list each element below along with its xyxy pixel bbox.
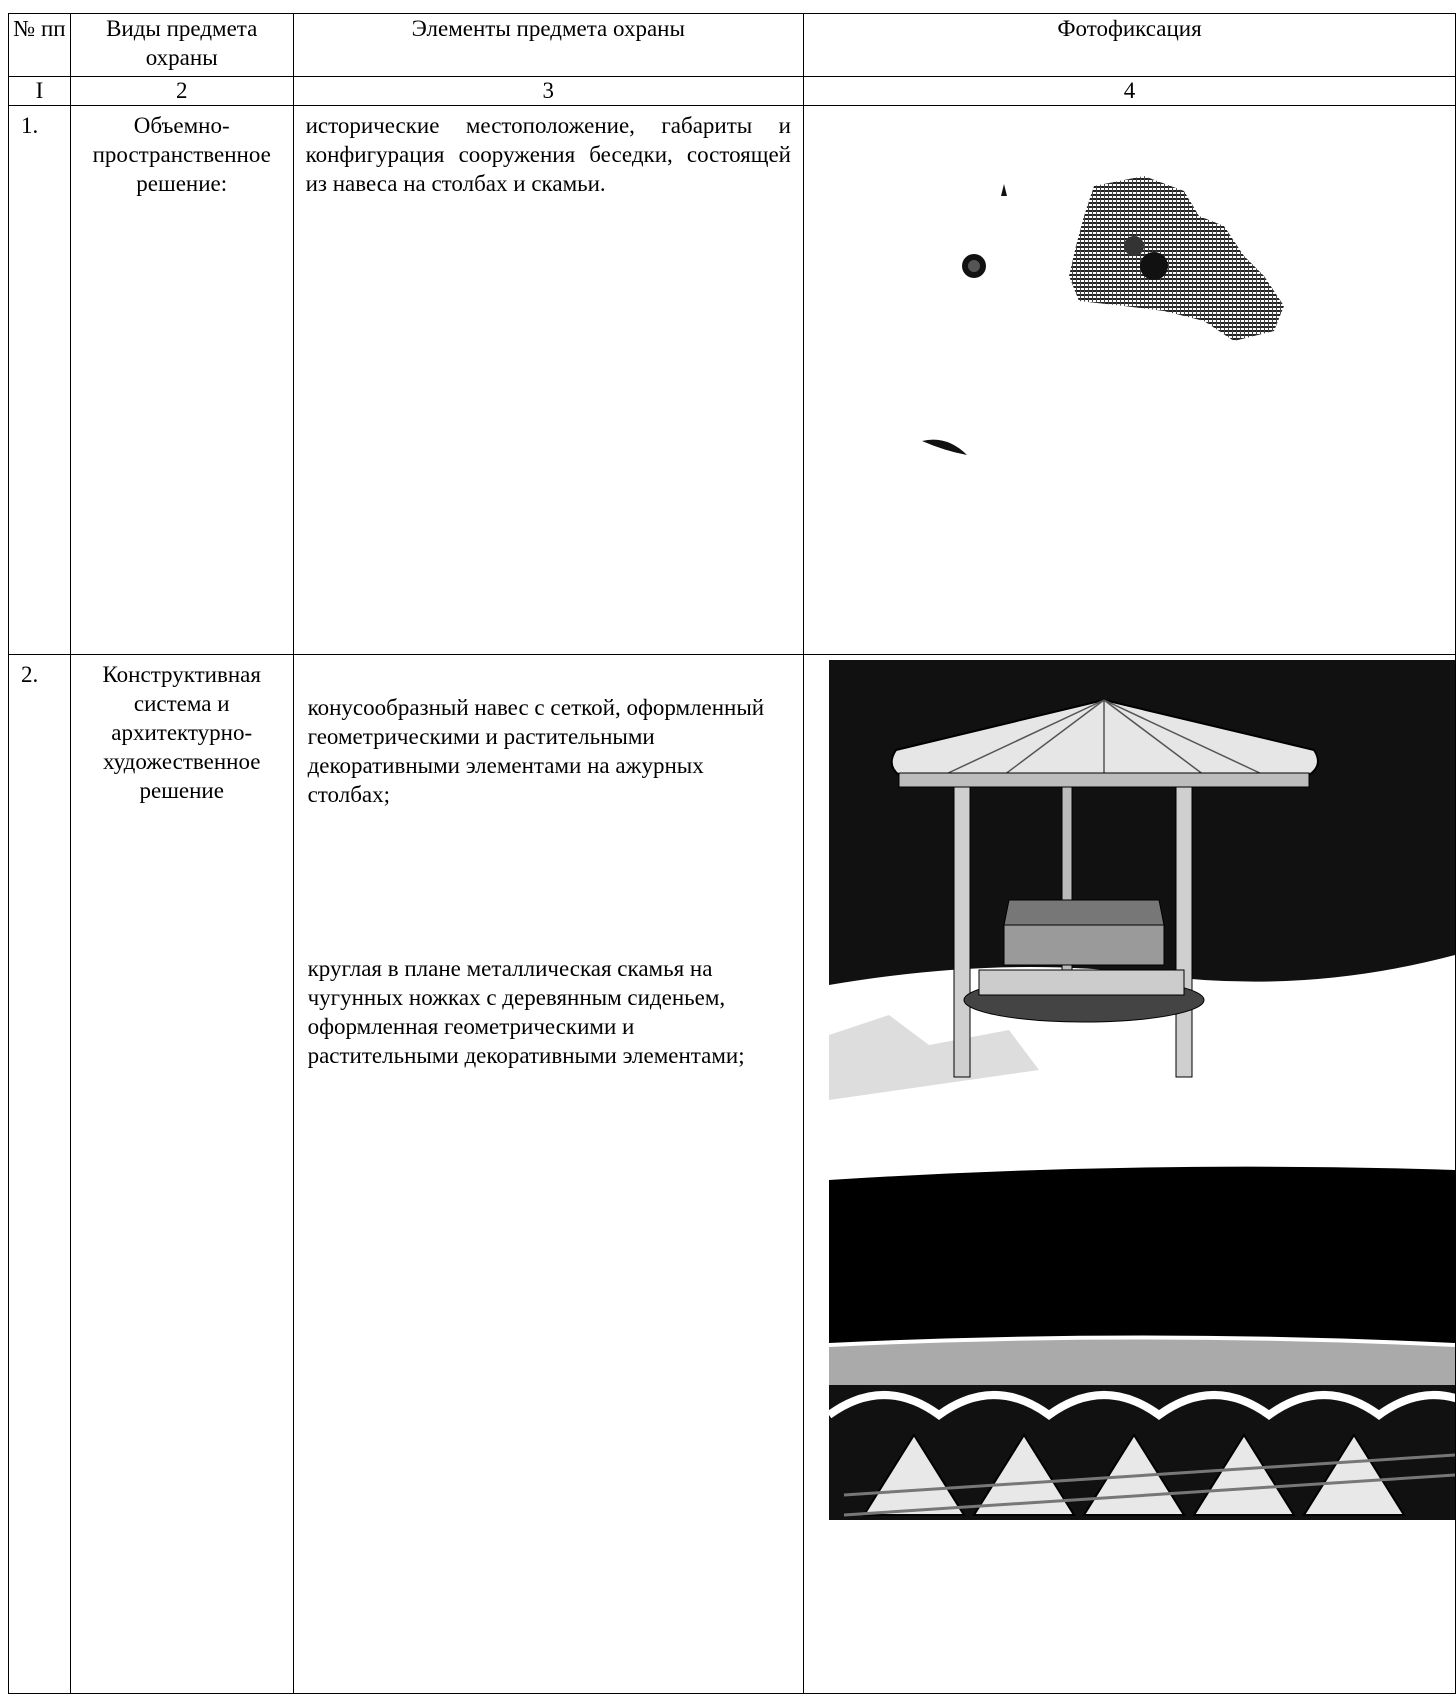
row-photo [803, 106, 1455, 655]
row-type: Конструктивная система и архитектурно-художественное решение [70, 655, 293, 1694]
row-elements: исторические местоположение, габариты и конфигурация сооружения беседки, состоящей из навеса на столбах и скамьи. [293, 106, 803, 655]
table-row [9, 106, 1456, 655]
index-row [9, 77, 1456, 106]
gazebo-photo-image [804, 655, 1455, 1655]
row-number: 1. [9, 106, 71, 655]
table-row [9, 655, 1456, 1694]
row-number: 2. [9, 655, 71, 1694]
index-cell: 3 [293, 77, 803, 106]
row-photo [803, 655, 1455, 1694]
index-cell: I [9, 77, 71, 106]
row-type: Объемно-пространственное решение: [70, 106, 293, 655]
index-cell: 2 [70, 77, 293, 106]
table-header-row [9, 14, 1456, 77]
header-type: Виды предмета охраны [70, 14, 293, 77]
element-bench: круглая в плане металлическая скамья на чугунных ножках с деревянным сиденьем, оформленная геометрическими и растительными декоративными элементами; [307, 956, 745, 1068]
header-number: № пп [9, 14, 71, 77]
row-elements [293, 655, 803, 1694]
header-photo: Фотофиксация [803, 14, 1455, 77]
header-elements: Элементы предмета охраны [293, 14, 803, 77]
protection-table [8, 13, 1456, 1694]
element-canopy: конусообразный навес с сеткой, оформленный геометрическими и растительными декоративными элементами на ажурных столбах; [307, 695, 765, 807]
index-cell: 4 [803, 77, 1455, 106]
gazebo-top-view-image [804, 106, 1455, 649]
